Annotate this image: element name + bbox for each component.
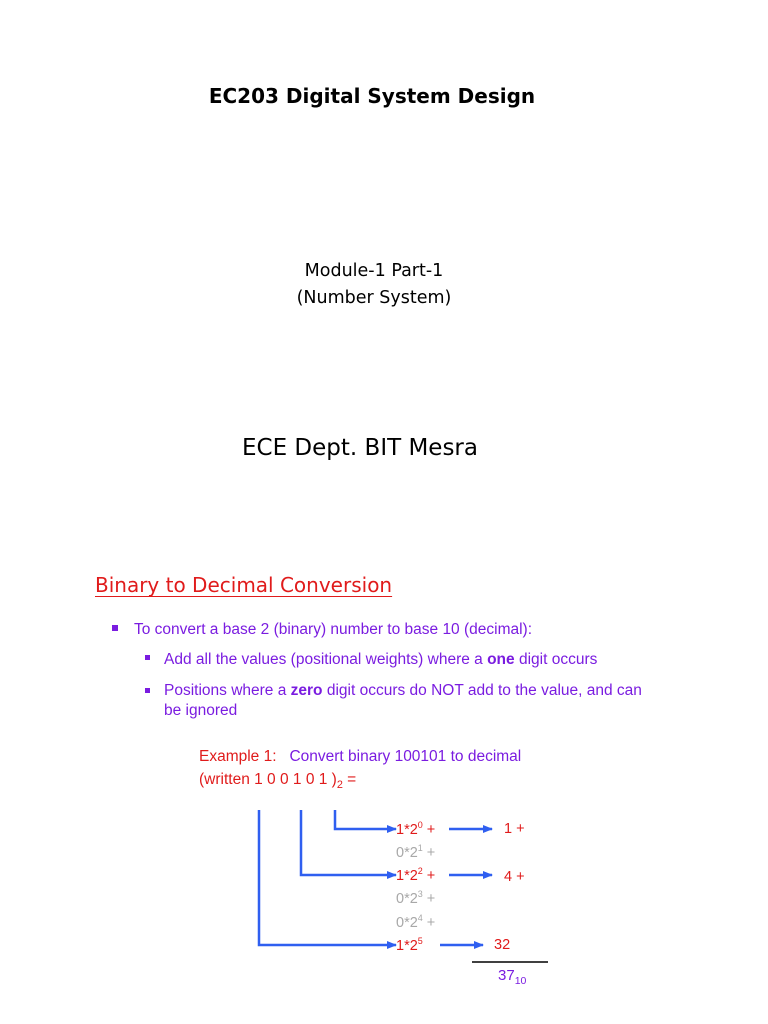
module-line-2: (Number System): [296, 288, 452, 308]
decimal-total: $37_{10}$: [498, 967, 527, 987]
written-text: (written 1 0 0 1 0 1 ): [199, 771, 337, 788]
course-title: EC203 Digital System Design: [208, 84, 536, 108]
bullet-text-post: digit occurs do NOT add to the value, and can be ignored: [164, 682, 642, 719]
term-bit-2: $1*2^2$ +: [396, 866, 436, 884]
term-bit-1: $0*2^1$ +: [396, 843, 436, 861]
slide-title: Binary to Decimal Conversion: [95, 573, 393, 597]
term-bit-0: $1*2^0$ +: [396, 820, 436, 838]
bullet-text-pre: Add all the values (positional weights) where a: [164, 651, 488, 668]
example-text: Convert binary 100101 to decimal: [289, 748, 522, 765]
department-name: ECE Dept. BIT Mesra: [242, 435, 478, 461]
result-bit-5: 32: [494, 937, 511, 953]
arrow-bit-2: [301, 810, 396, 875]
written-equals: =: [342, 771, 357, 788]
example-label: Example 1:: [199, 748, 277, 765]
bullet-text-post: digit occurs: [514, 651, 598, 668]
term-bit-3: $0*2^3$ +: [396, 889, 436, 907]
module-line-1: Module-1 Part-1: [304, 261, 444, 281]
bullet-text-bold: one: [487, 651, 515, 668]
bullet-text: To convert a base 2 (binary) number to base 10 (decimal):: [134, 621, 533, 638]
result-bit-2: 4 +: [504, 869, 525, 885]
bullet-text-bold: zero: [290, 682, 323, 699]
bullet-text-pre: Positions where a: [164, 682, 291, 699]
term-bit-5: $1*2^5$: [396, 936, 423, 954]
arrow-bit-0: [335, 810, 396, 829]
written-base: 2: [336, 779, 343, 792]
term-bit-4: $0*2^4$ +: [396, 913, 436, 931]
result-bit-0: 1 +: [504, 821, 525, 837]
